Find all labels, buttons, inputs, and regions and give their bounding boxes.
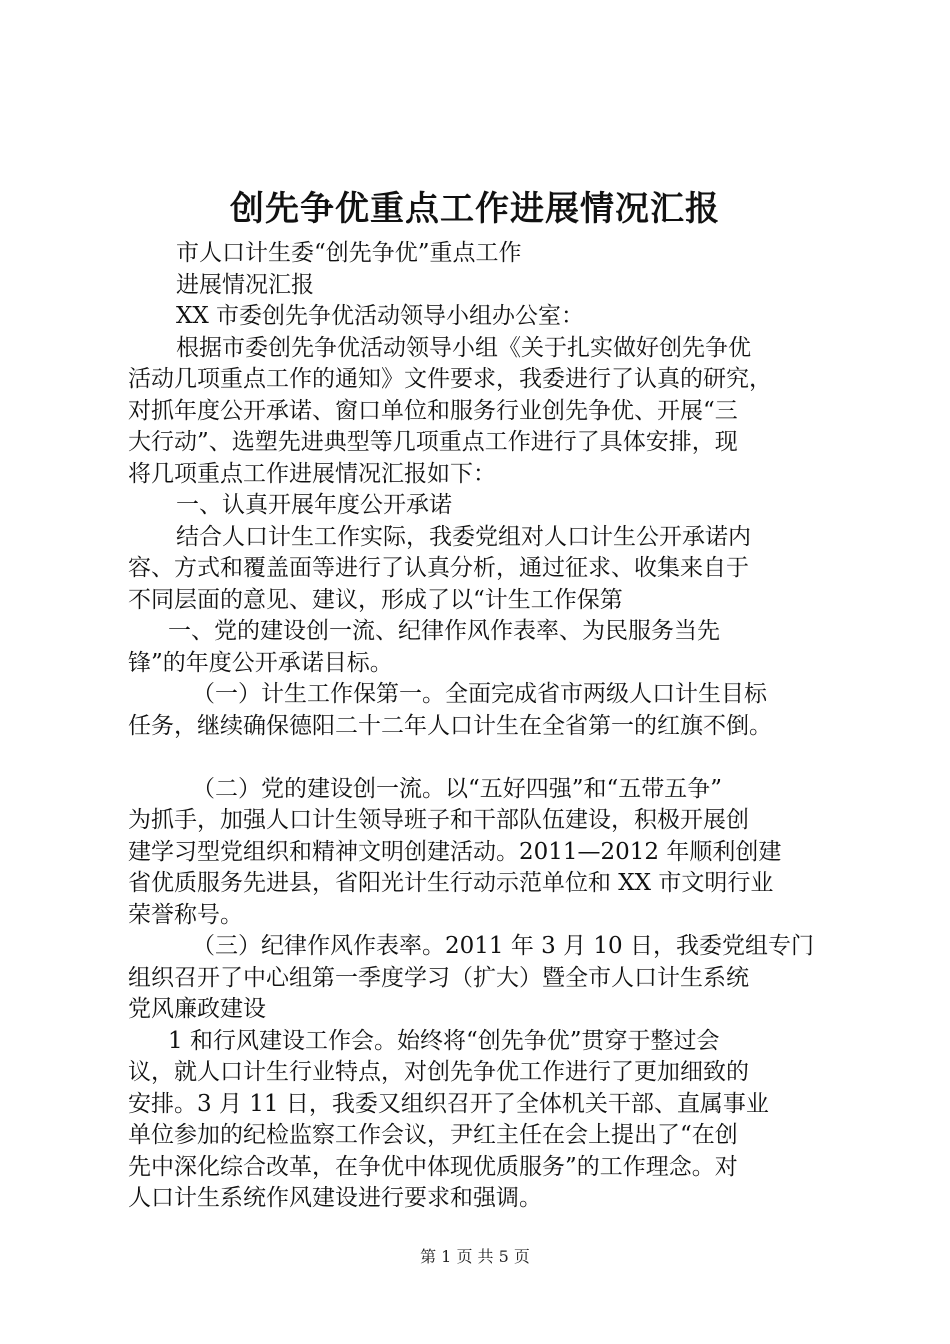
section-heading: 一、认真开展年度公开承诺: [176, 492, 452, 518]
paragraph-line: 人口计生系统作风建设进行要求和强调。: [128, 1185, 542, 1211]
salutation: XX 市委创先争优活动领导小组办公室：: [176, 303, 585, 329]
paragraph-line: 1 和行风建设工作会。始终将“创先争优”贯穿于整过会: [168, 1027, 720, 1054]
paragraph-line: 结合人口计生工作实际，我委党组对人口计生公开承诺内: [176, 523, 751, 550]
paragraph-line: 根据市委创先争优活动领导小组《关于扎实做好创先争优: [176, 334, 751, 361]
paragraph-line: 大行动”、选塑先进典型等几项重点工作进行了具体安排，现: [128, 429, 738, 455]
paragraph-line: 党风廉政建设: [128, 996, 266, 1022]
subtitle-line-2: 进展情况汇报: [176, 271, 314, 298]
paragraph-line: （二）党的建设创一流。以“五好四强”和“五带五争”: [192, 775, 723, 802]
paragraph-line: （一）计生工作保第一。全面完成省市两级人口计生目标: [192, 681, 767, 707]
paragraph-line: 将几项重点工作进展情况汇报如下：: [128, 460, 496, 487]
paragraph-line: 建学习型党组织和精神文明创建活动。2011—2012 年顺利创建: [128, 838, 782, 865]
paragraph-line: 议，就人口计生行业特点，对创先争优工作进行了更加细致的: [128, 1059, 749, 1085]
paragraph-line: 一、党的建设创一流、纪律作风作表率、为民服务当先: [168, 618, 720, 644]
paragraph-line: 安排。3 月 11 日，我委又组织召开了全体机关干部、直属事业: [128, 1090, 769, 1117]
paragraph-line: 荣誉称号。: [128, 901, 243, 928]
paragraph-line: 先中深化综合改革，在争优中体现优质服务”的工作理念。对: [128, 1153, 738, 1180]
subtitle-line-1: 市人口计生委“创先争优”重点工作: [176, 240, 522, 266]
paragraph-line: 锋”的年度公开承诺目标。: [128, 649, 393, 676]
page-number-footer: 第 1 页 共 5 页: [420, 1247, 530, 1266]
document-body: [128, 238, 838, 1215]
paragraph-line: 单位参加的纪检监察工作会议，尹红主任在会上提出了“在创: [128, 1122, 738, 1148]
paragraph-line: 省优质服务先进县，省阳光计生行动示范单位和 XX 市文明行业: [128, 870, 774, 896]
paragraph-line: 为抓手，加强人口计生领导班子和干部队伍建设，积极开展创: [128, 807, 749, 833]
paragraph-line: 组织召开了中心组第一季度学习（扩大）暨全市人口计生系统: [128, 964, 749, 991]
paragraph-line: 任务，继续确保德阳二十二年人口计生在全省第一的红旗不倒。: [128, 712, 772, 739]
paragraph-line: 容、方式和覆盖面等进行了认真分析，通过征求、收集来自于: [128, 555, 749, 581]
paragraph-gap: [128, 742, 838, 774]
paragraph-line: 活动几项重点工作的通知》文件要求，我委进行了认真的研究，: [128, 366, 772, 392]
paragraph-line: 对抓年度公开承诺、窗口单位和服务行业创先争优、开展“三: [128, 397, 738, 424]
document-title: 创先争优重点工作进展情况汇报: [230, 189, 720, 229]
paragraph-line: （三）纪律作风作表率。2011 年 3 月 10 日，我委党组专门: [192, 933, 814, 959]
paragraph-line: 不同层面的意见、建议，形成了以“计生工作保第: [128, 586, 623, 613]
